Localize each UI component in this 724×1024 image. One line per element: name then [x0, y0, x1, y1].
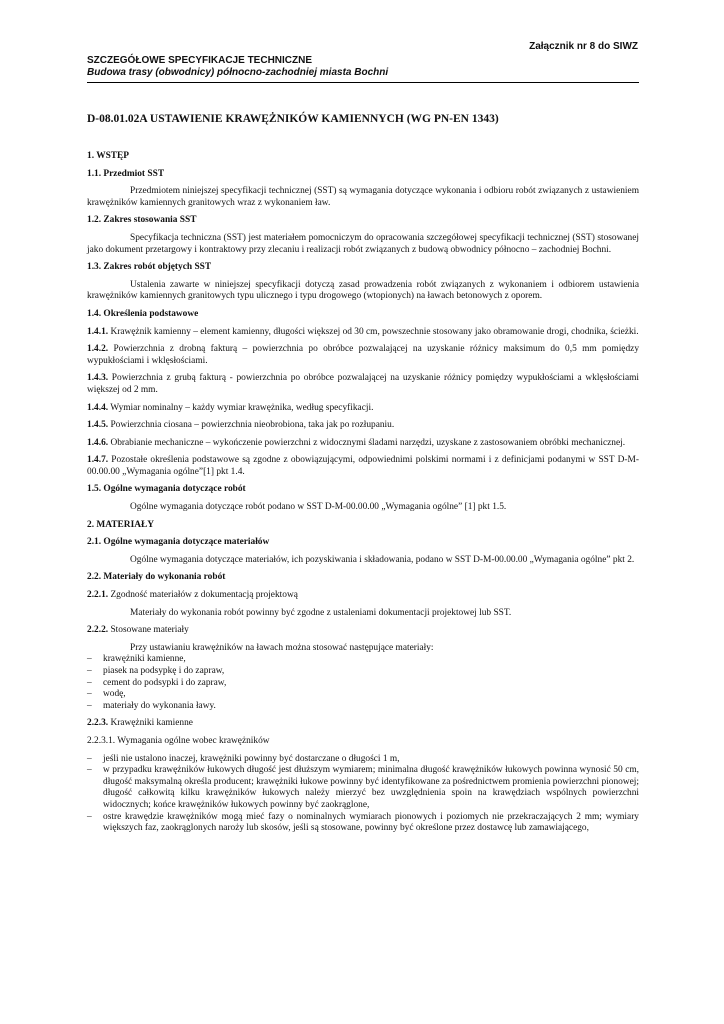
- document-title: D-08.01.02A USTAWIENIE KRAWĘŻNIKÓW KAMIENNYCH (WG PN-EN 1343): [87, 113, 499, 125]
- list-item: – ostre krawędzie krawężników mogą mieć fazy o nominalnych wymiarach pionowych i poziomych nie przekraczających 2 mm; wymiary większych faz, zaokrąglonych naroży lub skosów, jeśli są stosowane, powinny być określone przez dostawcę lub zamawiającego,: [87, 812, 639, 835]
- list-item: – piasek na podsypkę i do zapraw,: [87, 666, 639, 678]
- paragraph: Ustalenia zawarte w niniejszej specyfikacji dotyczą zasad prowadzenia robót związanych z wykonaniem i odbiorem ustawienia krawężników kamiennych granitowych typu ulicznego i typu drogowego (wtopionych) na ławach betonowych z oporem.: [87, 279, 639, 302]
- definition-text: Obrabianie mechaniczne – wykończenie powierzchni z widocznymi śladami narzędzi, uzyskane z zastosowaniem obróbki mechanicznej.: [110, 437, 626, 448]
- subsection-heading: 2.1. Ogólne wymagania dotyczące materiałów: [87, 537, 270, 548]
- subsubsection-heading: [87, 590, 639, 602]
- definition-item: [87, 344, 639, 367]
- list-item: – krawężniki kamienne,: [87, 654, 639, 666]
- list-item: – jeśli nie ustalono inaczej, krawężniki powinny być dostarczane o długości 1 m,: [87, 754, 639, 766]
- requirements-list: [87, 754, 639, 835]
- subsubsection-heading: [87, 718, 639, 730]
- running-header: [87, 55, 639, 83]
- header-title: SZCZEGÓŁOWE SPECYFIKACJE TECHNICZNE: [87, 55, 313, 66]
- definition-number: 1.4.7.: [87, 455, 109, 466]
- subsubsection-title: Stosowane materiały: [110, 625, 189, 636]
- definition-item: [87, 403, 639, 415]
- subsection-heading: 1.3. Zakres robót objętych SST: [87, 262, 212, 273]
- definition-item: [87, 438, 639, 450]
- definition-number: 1.4.2.: [87, 344, 109, 355]
- paragraph: Ogólne wymagania dotyczące robót podano w SST D-M-00.00.00 „Wymagania ogólne” [1] pkt 1.5.: [130, 502, 507, 513]
- list-item: – wodę,: [87, 689, 639, 701]
- subsection-heading: 1.5. Ogólne wymagania dotyczące robót: [87, 484, 246, 495]
- subsubsection-number: 2.2.2.: [87, 625, 109, 636]
- sub-subsubsection-heading: 2.2.3.1. Wymagania ogólne wobec krawężników: [87, 735, 270, 746]
- list-intro: Przy ustawianiu krawężników na ławach można stosować następujące materiały:: [130, 642, 434, 653]
- definition-item: [87, 373, 639, 396]
- definition-text: Wymiar nominalny – każdy wymiar krawężnika, według specyfikacji.: [110, 402, 374, 413]
- definition-text: Powierzchnia z grubą fakturą - powierzchnia po obróbce pozwalającej na uzyskanie różnicy pomiędzy wypukłościami a wklęsłościami większej od 2 mm.: [87, 373, 639, 395]
- paragraph: Specyfikacja techniczna (SST) jest materiałem pomocniczym do opracowania szczegółowej specyfikacji technicznej (SST) stosowanej jako dokument przetargowy i kontraktowy przy zlecaniu i realizacji robót związanych z budową obwodnicy północno – zachodniej Bochni.: [87, 232, 639, 255]
- section-heading: 1. WSTĘP: [87, 151, 130, 161]
- definition-text: Krawężnik kamienny – element kamienny, długości większej od 30 cm, powszechnie stosowany jako obramowanie drogi, chodnika, ścieżki.: [110, 326, 639, 337]
- subsection-heading: 1.1. Przedmiot SST: [87, 168, 165, 179]
- list-item: – materiały do wykonania ławy.: [87, 701, 639, 713]
- subsubsection-title: Krawężniki kamienne: [110, 718, 193, 729]
- definition-number: 1.4.5.: [87, 420, 109, 431]
- section-heading: 2. MATERIAŁY: [87, 519, 155, 530]
- header-subtitle: Budowa trasy (obwodnicy) północno-zachodniej miasta Bochni: [87, 67, 389, 78]
- subsection-heading: 1.4. Określenia podstawowe: [87, 308, 199, 319]
- subsubsection-number: 2.2.3.: [87, 718, 109, 729]
- definition-number: 1.4.3.: [87, 373, 109, 384]
- definition-item: [87, 420, 639, 432]
- materials-list: [87, 654, 639, 712]
- definition-number: 1.4.4.: [87, 402, 109, 413]
- definition-number: 1.4.6.: [87, 437, 109, 448]
- definition-item: [87, 327, 639, 339]
- subsubsection-number: 2.2.1.: [87, 590, 109, 601]
- paragraph: Ogólne wymagania dotyczące materiałów, ich pozyskiwania i składowania, podano w SST D-M-00.00.00 „Wymagania ogólne” pkt 2.: [130, 554, 635, 565]
- definition-item: [87, 455, 639, 478]
- subsection-heading: 1.2. Zakres stosowania SST: [87, 215, 197, 226]
- paragraph: Materiały do wykonania robót powinny być zgodne z ustaleniami dokumentacji projektowej lub SST.: [130, 607, 512, 618]
- subsection-heading: 2.2. Materiały do wykonania robót: [87, 572, 226, 583]
- definition-text: Pozostałe określenia podstawowe są zgodne z obowiązującymi, odpowiednimi polskimi normami i z definicjami podanymi w SST D-M-00.00.00 „Wymagania ogólne”[1] pkt 1.4.: [87, 455, 639, 477]
- list-item: – w przypadku krawężników łukowych długość jest dłuższym wymiarem; minimalna długość krawężników łukowych powinna wynosić 50 cm, długość maksymalną określa producent; krawężniki łukowe powinny być identyfikowane za pośrednictwem promienia powierzchni pionowej; długość całkowitą kilku krawężników łukowych należy mierzyć bez uwzględnienia spoin na krawędziach wspólnych powierzchni widocznych; końce krawężników łukowych powinny być zaokrąglone,: [87, 765, 639, 811]
- paragraph: Przedmiotem niniejszej specyfikacji technicznej (SST) są wymagania dotyczące wykonania i odbioru robót związanych z ustawieniem krawężników kamiennych granitowych wraz z wykonaniem ław.: [87, 186, 639, 208]
- list-item: – cement do podsypki i do zapraw,: [87, 678, 639, 690]
- document-body: [87, 112, 639, 841]
- subsubsection-heading: [87, 625, 639, 637]
- definition-text: Powierzchnia ciosana – powierzchnia nieobrobiona, taka jak po rozłupaniu.: [110, 420, 395, 431]
- definition-number: 1.4.1.: [87, 326, 109, 337]
- subsubsection-title: Zgodność materiałów z dokumentacją projektową: [110, 590, 298, 601]
- definition-text: Powierzchnia z drobną fakturą – powierzchnia po obróbce pozwalającej na uzyskanie różnicy maksimum do 0,5 mm pomiędzy wypukłościami i wklęsłościami.: [87, 344, 640, 366]
- annex-label: Załącznik nr 8 do SIWZ: [529, 41, 638, 52]
